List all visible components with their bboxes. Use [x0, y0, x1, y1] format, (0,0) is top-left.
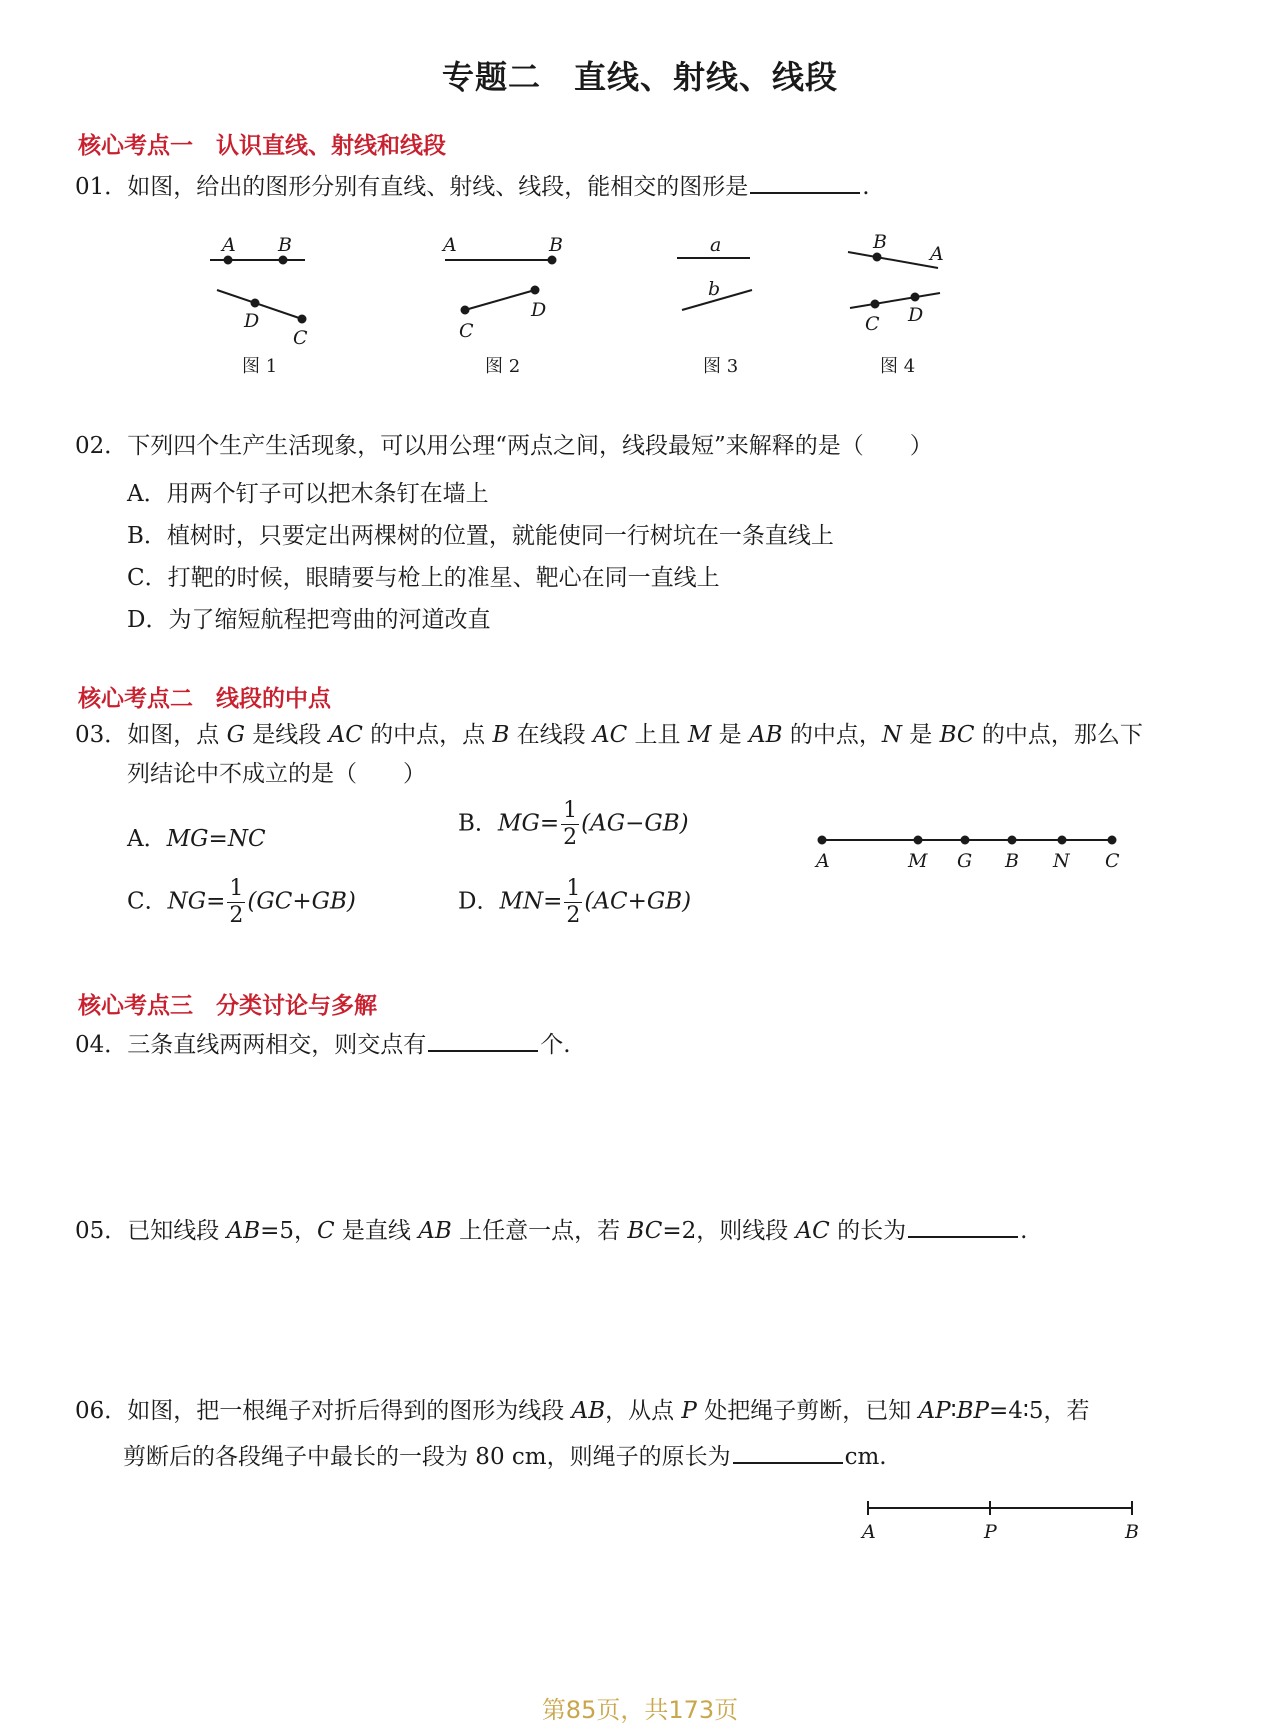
- fig1-label: B: [278, 234, 292, 256]
- fig2-caption: 图 2: [485, 356, 521, 377]
- q03-option-c: [127, 878, 356, 927]
- option-expr: MG=: [497, 810, 560, 837]
- fig4-caption: 图 4: [880, 356, 916, 377]
- fig1-label: C: [293, 327, 308, 349]
- text: =2，则线段: [662, 1218, 796, 1244]
- text: AC: [592, 722, 628, 748]
- option-text: 植树时，只要定出两棵树的位置，就能使同一行树坑在一条直线上: [166, 523, 834, 549]
- q03-option-b: [458, 800, 689, 849]
- option-c: [127, 559, 720, 592]
- question-04: [75, 1030, 571, 1057]
- question-end: .: [1020, 1218, 1028, 1244]
- numerator: 1: [566, 876, 581, 901]
- point-b: [1009, 837, 1016, 844]
- q03-option-d: [458, 878, 691, 927]
- option-b: [127, 517, 834, 550]
- text: 的中点，: [782, 722, 882, 748]
- option-expr: (AG−GB): [581, 810, 689, 837]
- question-03: [75, 724, 1143, 747]
- option-letter: A．: [127, 826, 167, 852]
- option-letter: A．: [127, 481, 167, 507]
- question-text: 下列四个生产生活现象，可以用公理“两点之间，线段最短”来解释的是（ ）: [127, 433, 933, 459]
- question-number: 05．: [75, 1218, 128, 1244]
- text: 的中点，点: [362, 722, 493, 748]
- text: 处把绳子剪断，已知: [696, 1398, 919, 1424]
- text: G: [226, 722, 245, 748]
- fig4-line-ba: [848, 252, 938, 268]
- fraction: [227, 878, 245, 927]
- fig1-label: A: [222, 234, 236, 256]
- text: AC: [795, 1218, 830, 1244]
- question-text: 剪断后的各段绳子中最长的一段为 80 cm，则绳子的原长为: [123, 1444, 731, 1470]
- point-n: [1059, 837, 1066, 844]
- label-a: A: [862, 1521, 876, 1543]
- option-letter: D．: [458, 888, 500, 915]
- question-06-line2: [123, 1442, 887, 1469]
- text: BC: [939, 722, 975, 748]
- fig2-point-c: [462, 307, 469, 314]
- text: 是直线: [334, 1218, 419, 1244]
- answer-blank: [908, 1216, 1018, 1238]
- question-text: 如图，给出的图形分别有直线、射线、线段，能相交的图形是: [127, 174, 749, 200]
- option-letter: B．: [458, 810, 498, 837]
- page-indicator: 第85页，共173页: [541, 1696, 739, 1724]
- fig4-line-cd: [850, 293, 940, 308]
- text: M: [687, 722, 712, 748]
- question-number: 03．: [75, 722, 128, 748]
- denominator: 2: [566, 903, 581, 928]
- fig2-label: A: [443, 234, 457, 256]
- point-a: [819, 837, 826, 844]
- text: =5，: [260, 1218, 318, 1244]
- q03-figure: [800, 820, 1140, 880]
- text: ，从点: [605, 1398, 682, 1424]
- text: AC: [328, 722, 363, 748]
- question-02: [75, 435, 933, 458]
- question-number: 04．: [75, 1032, 128, 1058]
- option-letter: D．: [127, 607, 169, 633]
- label-g: G: [957, 850, 973, 872]
- text: ∶: [950, 1398, 957, 1424]
- fig2-segment-cd: [465, 290, 535, 310]
- question-end: 个.: [540, 1032, 571, 1058]
- text: =4∶5，若: [989, 1398, 1090, 1424]
- q01-figures: [0, 220, 1280, 380]
- option-expr: NG=: [167, 888, 226, 915]
- option-expr: MG=NC: [166, 826, 266, 852]
- fig1-label: D: [244, 310, 260, 332]
- text: 的长为: [829, 1218, 907, 1244]
- label-b: B: [1125, 1521, 1139, 1543]
- text: AB: [749, 722, 783, 748]
- question-text: 三条直线两两相交，则交点有: [127, 1032, 427, 1058]
- answer-blank: [428, 1030, 538, 1052]
- fig2-label: C: [459, 320, 474, 342]
- label-b: B: [1005, 850, 1019, 872]
- text: AB: [571, 1398, 606, 1424]
- point-m: [915, 837, 922, 844]
- section-heading-1: 核心考点一 认识直线、射线和线段: [78, 133, 446, 159]
- page-title: 专题二 直线、射线、线段: [441, 58, 838, 96]
- fig1-point-c: [299, 316, 306, 323]
- option-text: 为了缩短航程把弯曲的河道改直: [168, 607, 491, 633]
- fig4-point-c: [872, 301, 879, 308]
- option-expr: MN=: [499, 888, 563, 915]
- text: N: [881, 722, 902, 748]
- option-expr: (AC+GB): [584, 888, 692, 915]
- text: 上且: [627, 722, 688, 748]
- text: C: [317, 1218, 335, 1244]
- fraction: [561, 800, 579, 849]
- text: 是线段: [244, 722, 329, 748]
- question-end: .: [862, 174, 870, 200]
- text: 上任意一点，若: [451, 1218, 628, 1244]
- fig3-label: a: [710, 234, 722, 256]
- fig4-label: B: [873, 231, 887, 253]
- option-expr: (GC+GB): [247, 888, 356, 915]
- fig4-point-d: [912, 294, 919, 301]
- label-n: N: [1053, 850, 1070, 872]
- fig1-point-b: [280, 257, 287, 264]
- fraction: [564, 878, 582, 927]
- numerator: 1: [563, 798, 578, 823]
- point-g: [962, 837, 969, 844]
- option-letter: B．: [127, 523, 167, 549]
- fig2-point-b: [549, 257, 556, 264]
- fig1-point-d: [252, 300, 259, 307]
- question-05: [75, 1216, 1027, 1243]
- text: P: [681, 1398, 697, 1424]
- fig4-label: A: [930, 243, 944, 265]
- question-03-line2: 列结论中不成立的是（ ）: [127, 761, 426, 787]
- fig4-label: D: [908, 304, 924, 326]
- text: 是: [901, 722, 940, 748]
- text: AB: [418, 1218, 452, 1244]
- numerator: 1: [229, 876, 244, 901]
- fig4-label: C: [865, 313, 880, 335]
- fig2-label: B: [549, 234, 563, 256]
- answer-blank: [733, 1442, 843, 1464]
- fig4-point-b: [874, 254, 881, 261]
- text: 如图，点: [127, 722, 227, 748]
- option-text: 打靶的时候，眼睛要与枪上的准星、靶心在同一直线上: [167, 565, 720, 591]
- question-number: 01．: [75, 174, 128, 200]
- point-c: [1109, 837, 1116, 844]
- text: BC: [627, 1218, 663, 1244]
- denominator: 2: [563, 825, 578, 850]
- text: B: [492, 722, 510, 748]
- denominator: 2: [229, 903, 244, 928]
- question-end: cm.: [844, 1444, 887, 1470]
- text: BP: [956, 1398, 990, 1424]
- option-letter: C．: [127, 565, 168, 591]
- text: 是: [711, 722, 749, 748]
- label-m: M: [908, 850, 928, 872]
- text: 如图，把一根绳子对折后得到的图形为线段: [127, 1398, 572, 1424]
- question-number: 06．: [75, 1398, 128, 1424]
- q06-figure: [840, 1490, 1160, 1550]
- fig2-label: D: [531, 299, 547, 321]
- fig1-caption: 图 1: [242, 356, 278, 377]
- question-01: [75, 172, 870, 199]
- section-heading-2: 核心考点二 线段的中点: [78, 686, 331, 712]
- fig1-ray-dc: [217, 290, 305, 320]
- text: 在线段: [509, 722, 593, 748]
- option-d: [127, 601, 490, 634]
- label-p: P: [984, 1521, 997, 1543]
- text: AB: [226, 1218, 261, 1244]
- fig1-point-a: [225, 257, 232, 264]
- text: 的中点，那么下: [974, 722, 1143, 748]
- text: 已知线段: [127, 1218, 227, 1244]
- question-number: 02．: [75, 433, 128, 459]
- label-a: A: [816, 850, 830, 872]
- fig3-label: b: [708, 278, 721, 300]
- option-letter: C．: [127, 888, 168, 915]
- fig2-point-d: [532, 287, 539, 294]
- option-text: 用两个钉子可以把木条钉在墙上: [166, 481, 489, 507]
- answer-blank: [750, 172, 860, 194]
- q03-option-a: [127, 820, 266, 853]
- fig3-caption: 图 3: [703, 356, 739, 377]
- question-06: [75, 1400, 1090, 1423]
- label-c: C: [1105, 850, 1120, 872]
- section-heading-3: 核心考点三 分类讨论与多解: [78, 993, 377, 1019]
- option-a: [127, 475, 489, 508]
- text: AP: [918, 1398, 951, 1424]
